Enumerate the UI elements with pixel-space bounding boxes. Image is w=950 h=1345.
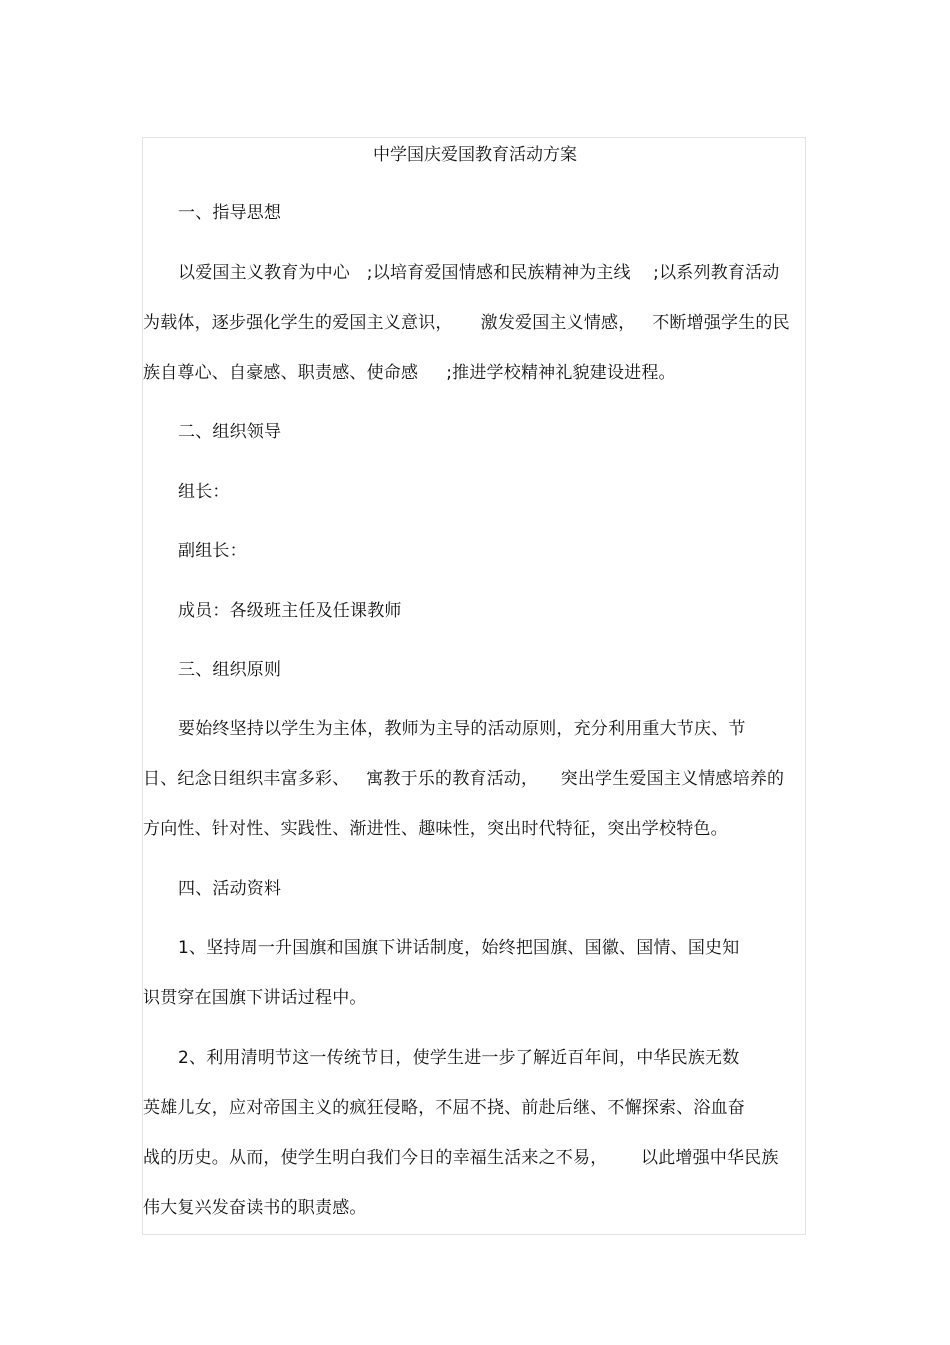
paragraph-line: 日、纪念日组织丰富多彩、 寓教于乐的教育活动， 突出学生爱国主义情感培养的 bbox=[143, 769, 785, 789]
list-item-line: 战的历史。从而，使学生明白我们今日的幸福生活来之不易， 以此增强中华民族 bbox=[143, 1148, 779, 1168]
list-item-line: 英雄儿女，应对帝国主义的疯狂侵略，不屈不挠、前赴后继、不懈探索、浴血奋 bbox=[143, 1098, 745, 1118]
paragraph-line: 方向性、针对性、实践性、渐进性、趣味性，突出时代特征，突出学校特色。 bbox=[143, 819, 728, 839]
paragraph-line: 要始终坚持以学生为主体，教师为主导的活动原则，充分利用重大节庆、节 bbox=[178, 719, 746, 739]
list-item-line: 识贯穿在国旗下讲话过程中。 bbox=[143, 988, 367, 1008]
members-line: 成员：各级班主任及任课教师 bbox=[178, 601, 402, 621]
section-heading-4: 四、活动资料 bbox=[178, 879, 282, 899]
document-title: 中学国庆爱国教育活动方案 bbox=[373, 145, 577, 165]
paragraph-line: 族自尊心、自豪感、职责感、使命感 ;推进学校精神礼貌建设进程。 bbox=[143, 363, 676, 383]
paragraph-line: 以爱国主义教育为中心 ;以培育爱国情感和民族精神为主线 ;以系列教育活动 bbox=[178, 263, 780, 283]
deputy-leader-line: 副组长： bbox=[178, 541, 247, 561]
leader-line: 组长： bbox=[178, 482, 230, 502]
list-item-line: 2、利用清明节这一传统节日，使学生进一步了解近百年间，中华民族无数 bbox=[178, 1048, 740, 1068]
section-heading-1: 一、指导思想 bbox=[178, 203, 282, 223]
section-heading-2: 二、组织领导 bbox=[178, 422, 282, 442]
page-frame bbox=[142, 137, 806, 1235]
list-item-line: 伟大复兴发奋读书的职责感。 bbox=[143, 1198, 367, 1218]
paragraph-line: 为载体，逐步强化学生的爱国主义意识， 激发爱国主义情感， 不断增强学生的民 bbox=[143, 313, 790, 333]
list-item-line: 1、坚持周一升国旗和国旗下讲话制度，始终把国旗、国徽、国情、国史知 bbox=[178, 938, 740, 958]
section-heading-3: 三、组织原则 bbox=[178, 660, 282, 680]
